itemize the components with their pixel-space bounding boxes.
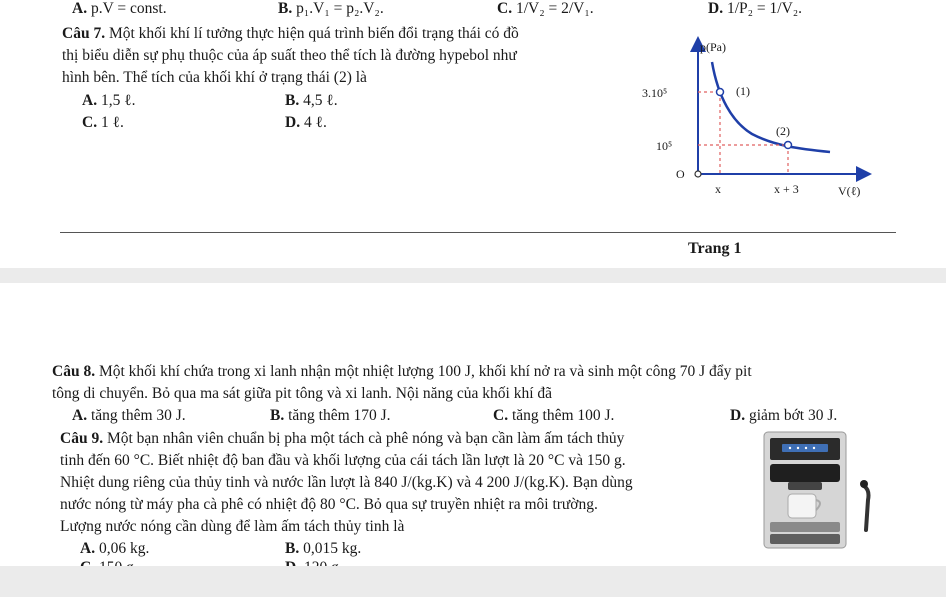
q7-option-d: D. 4 ℓ. xyxy=(285,114,327,131)
q9-line-3: Nhiệt dung riêng của thủy tinh và nước lần lượt là 840 J/(kg.K) và 4 200 J/(kg.K). Bạn dùng xyxy=(60,474,633,491)
origin-label: O xyxy=(676,167,685,181)
q8-option-d: D. giảm bớt 30 J. xyxy=(730,407,838,424)
q9-line-5: Lượng nước nóng cần dùng để làm ấm tách thủy tinh là xyxy=(60,518,405,535)
prev-option-d: D. 1/P₂ = 1/V₂. xyxy=(708,0,803,17)
q8-line-2: tông di chuyển. Bỏ qua ma sát giữa pit tông và xi lanh. Nội năng của khối khí đã xyxy=(52,385,553,402)
state-2-point xyxy=(785,142,792,149)
coffee-machine-icon xyxy=(760,430,880,550)
y-tick-3e5: 3.10⁵ xyxy=(642,86,668,100)
prev-option-c: C. 1/V₂ = 2/V₁. xyxy=(497,0,594,17)
origin-point xyxy=(695,171,701,177)
q7-option-a: A. 1,5 ℓ. xyxy=(82,92,136,109)
page-divider xyxy=(60,232,896,233)
q9-option-c xyxy=(80,559,134,566)
q9-line-2: tinh đến 60 °C. Biết nhiệt độ ban đầu và khối lượng của cái tách lần lượt là 20 °C và 150 g. xyxy=(60,452,626,469)
y-axis-label: p(Pa) xyxy=(700,40,726,54)
pv-graph xyxy=(640,32,878,204)
q9-line-1: Câu 9. Một bạn nhân viên chuẩn bị pha một tách cà phê nóng và bạn cần làm ấm tách thủy xyxy=(60,430,625,447)
q8-label: Câu 8. xyxy=(52,363,96,380)
q7-line-3: hình bên. Thể tích của khối khí ở trạng thái (2) là xyxy=(62,69,367,86)
viewer-bottom-strip xyxy=(0,566,946,597)
q7-line-1: Câu 7. Một khối khí lí tưởng thực hiện quá trình biến đổi trạng thái có đồ xyxy=(62,25,519,42)
q8-option-c: C. tăng thêm 100 J. xyxy=(493,407,615,424)
q7-option-c: C. 1 ℓ. xyxy=(82,114,124,131)
page-1 xyxy=(0,0,946,268)
hyperbola-curve xyxy=(712,62,830,152)
y-tick-1e5: 10⁵ xyxy=(656,139,673,153)
x-tick-x: x xyxy=(715,182,721,196)
page-footer: Trang 1 xyxy=(688,240,742,257)
q8-option-b: B. tăng thêm 170 J. xyxy=(270,407,391,424)
q9-option-b: B. 0,015 kg. xyxy=(285,540,362,557)
state-1-label: (1) xyxy=(736,84,750,98)
q9-option-d xyxy=(285,559,339,566)
q7-label: Câu 7. xyxy=(62,25,106,42)
prev-option-a: A. p.V = const. xyxy=(72,0,167,17)
q9-line-4: nước nóng từ máy pha cà phê có nhiệt độ 80 °C. Bỏ qua sự truyền nhiệt ra môi trường. xyxy=(60,496,598,513)
state-2-label: (2) xyxy=(776,124,790,138)
q9-label: Câu 9. xyxy=(60,430,104,447)
state-1-point xyxy=(717,89,724,96)
q8-line-1: Câu 8. Một khối khí chứa trong xi lanh nhận một nhiệt lượng 100 J, khối khí nở ra và sinh một công 70 J đẩy pit xyxy=(52,363,752,380)
x-axis-label: V(ℓ) xyxy=(838,184,861,198)
q9-option-a: A. 0,06 kg. xyxy=(80,540,150,557)
prev-option-b: B. p₁.V₁ = p₂.V₂. xyxy=(278,0,384,17)
q7-line-2: thị biểu diễn sự phụ thuộc của áp suất theo thể tích là đường hypebol như xyxy=(62,47,517,64)
q7-option-b: B. 4,5 ℓ. xyxy=(285,92,338,109)
x-tick-x-plus-3: x + 3 xyxy=(774,182,799,196)
q8-option-a: A. tăng thêm 30 J. xyxy=(72,407,186,424)
